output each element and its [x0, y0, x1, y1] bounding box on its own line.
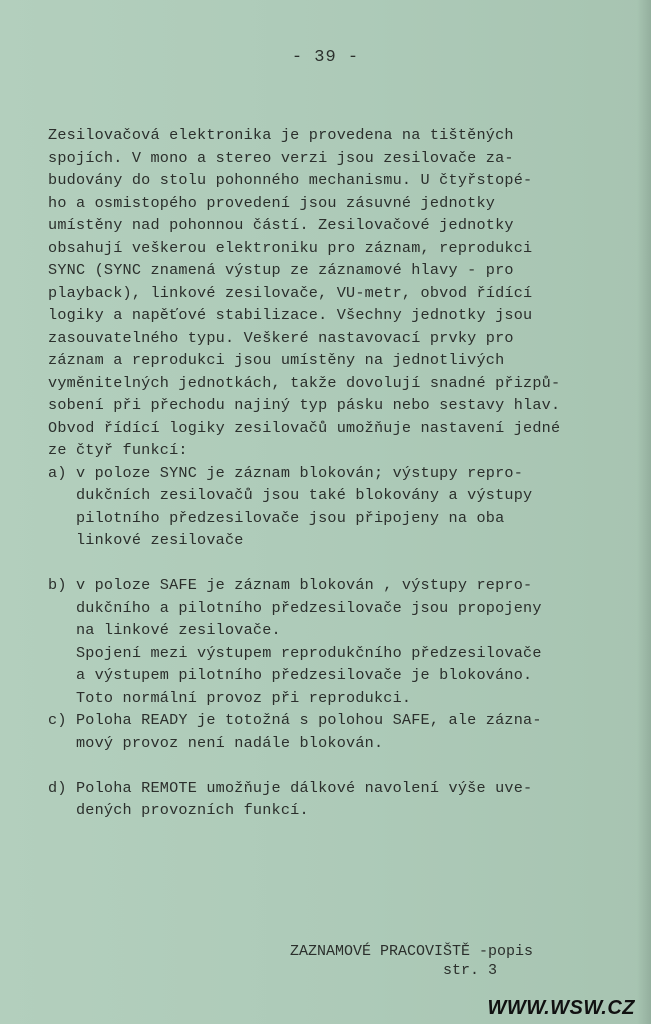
- text-line: pilotního předzesilovače jsou připojeny na oba: [48, 508, 505, 527]
- list-item-c: c) Poloha READY je totožná s polohou SAFE, ale zázna-: [48, 711, 542, 729]
- text-line: obsahují veškerou elektroniku pro záznam, reprodukci: [48, 238, 533, 257]
- text-line: logiky a napěťové stabilizace. Všechny jednotky jsou: [48, 306, 533, 324]
- blank-line: [48, 754, 596, 777]
- text-line: ho a osmistopého provedení jsou zásuvné jednotky: [48, 193, 496, 212]
- text-line: zasouvatelného typu. Veškeré nastavovací prvky pro: [48, 328, 514, 347]
- footer-page-ref: str. 3: [290, 962, 498, 979]
- text-line: mový provoz není nadále blokován.: [48, 733, 384, 752]
- text-line: dukčních zesilovačů jsou také blokovány a výstupy: [48, 486, 533, 504]
- text-line: sobení při přechodu najiný typ pásku nebo sestavy hlav.: [48, 396, 561, 414]
- text-line: budovány do stolu pohonného mechanismu. U čtyřstopé-: [48, 171, 533, 189]
- text-line: linkové zesilovače: [48, 531, 244, 549]
- text-line: Toto normální provoz při reprodukci.: [48, 688, 412, 707]
- text-line: SYNC (SYNC znamená výstup ze záznamové hlavy - pro: [48, 261, 514, 279]
- text-line: dených provozních funkcí.: [48, 801, 309, 819]
- blank-line: [48, 552, 596, 575]
- paper-edge-shadow: [637, 0, 651, 1024]
- text-line: playback), linkové zesilovače, VU-metr, obvod řídící: [48, 283, 533, 302]
- footer: [290, 942, 533, 980]
- text-line: na linkové zesilovače.: [48, 621, 281, 639]
- text-line: spojích. V mono a stereo verzi jsou zesilovače za-: [48, 148, 514, 167]
- text-line: Spojení mezi výstupem reprodukčního předzesilovače: [48, 643, 542, 662]
- text-line: a výstupem pilotního předzesilovače je blokováno.: [48, 666, 533, 684]
- footer-title: ZAZNAMOVÉ PRACOVIŠTĚ -popis: [290, 943, 534, 960]
- watermark: WWW.WSW.CZ: [487, 997, 635, 1019]
- page-number: - 39 -: [291, 48, 360, 67]
- text-line: Zesilovačová elektronika je provedena na tištěných: [48, 126, 514, 144]
- text-line: záznam a reprodukci jsou umístěny na jednotlivých: [48, 351, 505, 369]
- text-line: vyměnitelných jednotkách, takže dovolují snadné přizpů-: [48, 373, 561, 392]
- list-item-b: b) v poloze SAFE je záznam blokován , výstupy repro-: [48, 576, 533, 594]
- text-line: ze čtyř funkcí:: [48, 441, 188, 459]
- list-item-a: a) v poloze SYNC je záznam blokován; výstupy repro-: [48, 463, 524, 482]
- list-item-d: d) Poloha REMOTE umožňuje dálkové navolení výše uve-: [48, 778, 533, 797]
- text-line: dukčního a pilotního předzesilovače jsou propojeny: [48, 598, 542, 617]
- text-line: Obvod řídící logiky zesilovačů umožňuje nastavení jedné: [48, 418, 561, 437]
- text-line: umístěny nad pohonnou částí. Zesilovačové jednotky: [48, 216, 514, 234]
- document-body: [48, 124, 596, 822]
